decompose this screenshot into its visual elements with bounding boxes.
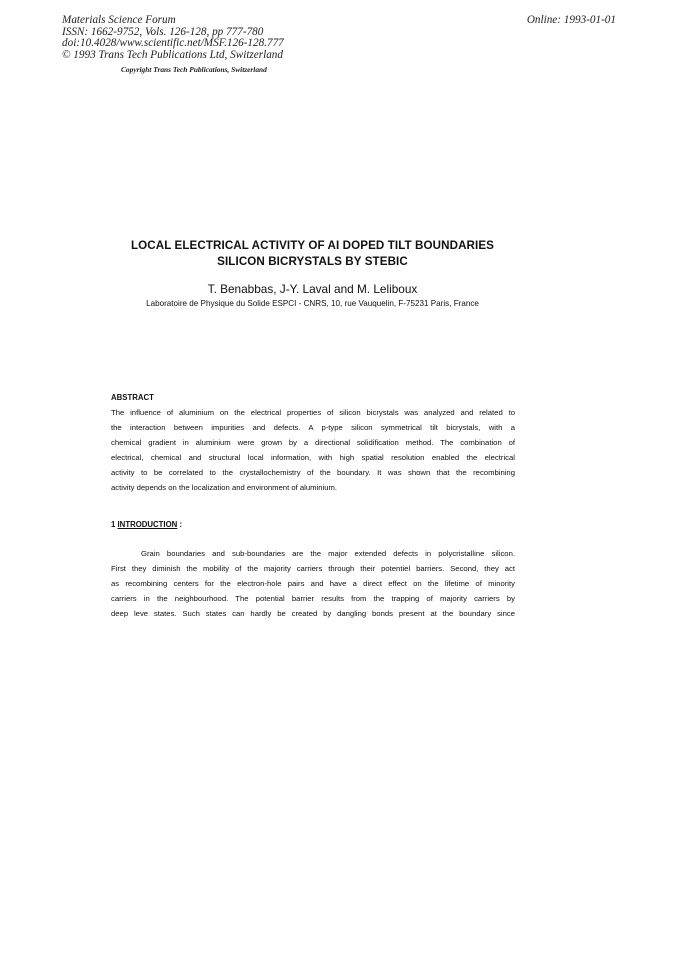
introduction-line: Grain boundaries and sub-boundaries are the major extended defects in polycristalline silicon.	[141, 549, 515, 558]
abstract-line: activity to be correlated to the crystallochemistry of the boundary. It was shown that the recombining	[111, 468, 515, 478]
section-number: 1	[111, 520, 116, 529]
section-title-suffix: :	[177, 520, 183, 529]
doi-link[interactable]: doi:10.4028/www.scientific.net/MSF.126-128.777	[62, 37, 284, 50]
abstract-body	[111, 405, 515, 496]
introduction-line: First they diminish the mobility of the majority carriers through their potentiel barriers. Second, they act	[111, 564, 515, 574]
introduction-line: carriers in the neighbourhood. The potential barrier results from the trapping of majority carriers by	[111, 594, 515, 604]
publisher-line: © 1993 Trans Tech Publications Ltd, Switzerland	[62, 48, 283, 61]
introduction-line: as recombining centers for the electron-hole pairs and have a direct effect on the lifetime of minority	[111, 579, 515, 589]
author-affiliation: Laboratoire de Physique du Solide ESPCI - CNRS, 10, rue Vauquelin, F-75231 Paris, France	[146, 299, 479, 308]
paper-title	[0, 238, 625, 269]
title-line-1: LOCAL ELECTRICAL ACTIVITY OF AI DOPED TILT BOUNDARIES	[131, 239, 494, 252]
online-date: Online: 1993-01-01	[526, 14, 616, 26]
author-list: T. Benabbas, J-Y. Laval and M. Leliboux	[207, 282, 418, 296]
abstract-line: the interaction between impurities and defects. A p-type silicon symmetrical tilt bicrystals, with a	[111, 423, 515, 433]
abstract-line: activity depends on the localization and environment of aluminium.	[111, 483, 338, 493]
journal-name: Materials Science Forum	[62, 14, 176, 26]
publication-metadata	[62, 15, 284, 61]
issn-line: ISSN: 1662-9752, Vols. 126-128, pp 777-780	[62, 25, 264, 38]
section-title: INTRODUCTION	[117, 520, 178, 529]
abstract-line: The influence of aluminium on the electrical properties of silicon bicrystals was analyzed and related to	[111, 408, 515, 417]
introduction-body	[111, 546, 515, 621]
abstract-line: chemical gradient in aluminium were grown by a directional solidification method. The combination of	[111, 438, 515, 448]
title-line-2: SILICON BICRYSTALS BY STEBIC	[217, 254, 408, 268]
copyright-notice: Copyright Trans Tech Publications, Switzerland	[121, 65, 267, 74]
abstract-line: electrical, chemical and structural local information, with high spatial resolution enabled the electrical	[111, 453, 515, 463]
abstract-heading: ABSTRACT	[111, 393, 154, 402]
introduction-line: deep leve states. Such states can hardly be created by dangling bonds present at the boundary since	[111, 609, 515, 619]
introduction-heading	[111, 520, 182, 529]
